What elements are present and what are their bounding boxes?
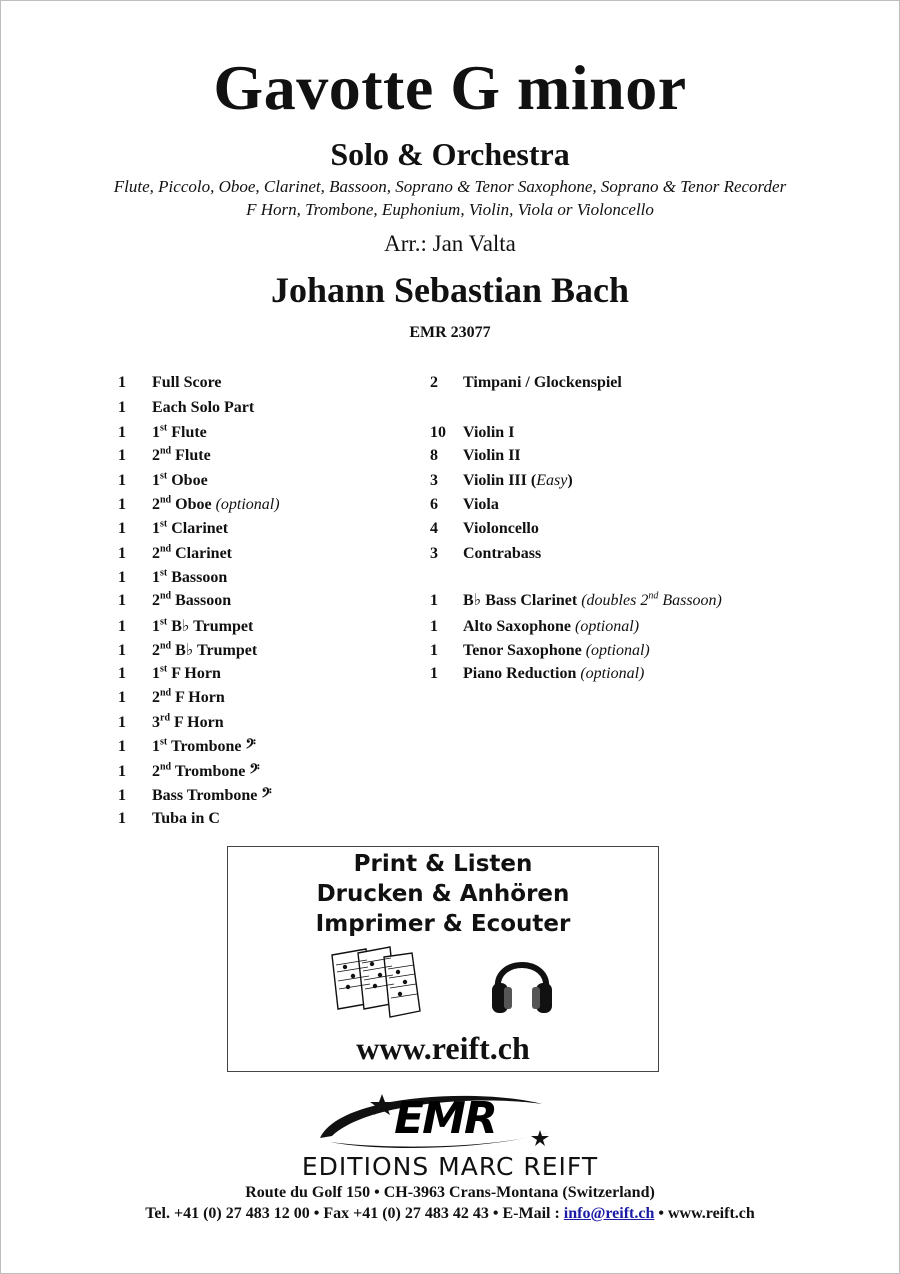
part-quantity: 1 — [430, 665, 438, 682]
part-note: (doubles 2 — [581, 592, 649, 609]
part-quantity: 1 — [118, 520, 126, 537]
part-ordinal-number: 2 — [152, 763, 160, 780]
part-ordinal-suffix: st — [160, 518, 168, 530]
part-quantity: 1 — [118, 399, 126, 416]
part-name — [463, 445, 521, 467]
part-label: Piano Reduction — [463, 665, 577, 682]
page-title: Gavotte G minor — [213, 52, 687, 123]
promo-line-2: Drucken & Anhören — [316, 881, 570, 907]
part-name — [152, 808, 220, 830]
part-quantity: 1 — [118, 714, 126, 731]
part-note: (optional) — [215, 496, 280, 513]
part-quantity: 1 — [430, 592, 438, 609]
part-name — [152, 590, 231, 612]
part-label: Full Score — [152, 374, 222, 391]
part-ordinal-number: 1 — [152, 520, 160, 537]
part-quantity: 1 — [118, 472, 126, 489]
part-label: Clarinet — [175, 545, 232, 562]
part-label: Violoncello — [463, 520, 539, 537]
part-label: Bassoon — [175, 592, 232, 609]
part-note-end: Bassoon) — [658, 592, 722, 609]
part-label: B♭ Bass Clarinet — [463, 592, 578, 609]
part-name — [152, 518, 228, 540]
part-quantity: 2 — [430, 374, 438, 391]
part-ordinal-suffix: st — [160, 663, 168, 675]
part-quantity: 1 — [118, 424, 126, 441]
part-label: Tenor Saxophone — [463, 642, 582, 659]
part-ordinal-number: 2 — [152, 545, 160, 562]
part-name — [152, 663, 221, 685]
part-ordinal-suffix: st — [160, 470, 168, 482]
part-name — [463, 640, 650, 662]
subtitle: Solo & Orchestra — [330, 136, 570, 172]
part-name — [463, 494, 499, 516]
part-quantity: 6 — [430, 496, 438, 513]
part-ordinal-suffix: st — [160, 616, 168, 628]
part-label: Alto Saxophone — [463, 618, 572, 635]
part-name — [463, 518, 539, 540]
part-label: Bass Trombone 𝄢 — [152, 787, 272, 804]
composer: Johann Sebastian Bach — [270, 270, 630, 310]
part-ordinal-number: 1 — [152, 569, 160, 586]
part-quantity: 3 — [430, 545, 438, 562]
part-name — [152, 422, 207, 444]
part-ordinal-number: 2 — [152, 447, 160, 464]
part-label: B♭ Trumpet — [175, 642, 258, 659]
part-quantity: 1 — [430, 618, 438, 635]
part-label: Each Solo Part — [152, 399, 255, 416]
part-quantity: 1 — [118, 545, 126, 562]
part-quantity: 1 — [118, 689, 126, 706]
part-label: Contrabass — [463, 545, 542, 562]
part-note-ordinal: nd — [648, 590, 659, 602]
part-quantity: 1 — [118, 618, 126, 635]
part-ordinal-number: 1 — [152, 618, 160, 635]
part-ordinal-number: 2 — [152, 592, 160, 609]
part-ordinal-suffix: nd — [160, 640, 172, 652]
part-label: F Horn — [175, 689, 225, 706]
address: Route du Golf 150 • CH-3963 Crans-Montana (Switzerland) — [245, 1184, 655, 1201]
part-quantity: 1 — [118, 810, 126, 827]
catalog-number: EMR 23077 — [409, 324, 491, 341]
part-label: F Horn — [174, 714, 224, 731]
part-quantity: 1 — [118, 787, 126, 804]
part-name — [152, 616, 253, 638]
part-quantity: 3 — [430, 472, 438, 489]
part-ordinal-number: 1 — [152, 738, 160, 755]
part-quantity: 1 — [118, 763, 126, 780]
part-note: (optional) — [575, 618, 640, 635]
publisher-name: EDITIONS MARC REIFT — [301, 1152, 599, 1181]
part-ordinal-suffix: nd — [160, 445, 172, 457]
part-ordinal-suffix: nd — [160, 590, 172, 602]
part-name — [152, 761, 260, 783]
part-name — [463, 470, 573, 492]
part-quantity: 4 — [430, 520, 438, 537]
part-ordinal-suffix: nd — [160, 687, 172, 699]
part-label: Flute — [171, 424, 207, 441]
part-ordinal-suffix: nd — [160, 761, 172, 773]
website-link[interactable]: www.reift.ch — [356, 1030, 530, 1066]
part-label: Trombone 𝄢 — [170, 738, 256, 755]
part-ordinal-number: 1 — [152, 472, 160, 489]
part-name — [152, 785, 272, 807]
part-name — [463, 590, 722, 612]
part-label: Oboe — [171, 472, 208, 489]
part-quantity: 1 — [430, 642, 438, 659]
part-ordinal-suffix: nd — [160, 543, 172, 555]
part-ordinal-suffix: rd — [160, 712, 170, 724]
part-note: (optional) — [585, 642, 650, 659]
part-name — [152, 470, 208, 492]
part-ordinal-number: 3 — [152, 714, 160, 731]
contact-line — [0, 1203, 900, 1225]
part-name — [463, 372, 622, 394]
part-name — [152, 687, 225, 709]
instruments-line-1: Flute, Piccolo, Oboe, Clarinet, Bassoon, Soprano & Tenor Saxophone, Soprano & Tenor Recorder — [113, 177, 787, 196]
part-label: Bassoon — [171, 569, 228, 586]
part-name — [463, 663, 644, 685]
part-name — [152, 494, 280, 516]
part-ordinal-number: 1 — [152, 424, 160, 441]
headphones-icon — [490, 943, 554, 1023]
part-label: Oboe — [175, 496, 212, 513]
part-ordinal-number: 1 — [152, 665, 160, 682]
part-ordinal-number: 2 — [152, 496, 160, 513]
part-name — [152, 397, 254, 419]
part-label: B♭ Trumpet — [171, 618, 254, 635]
contact-suffix: • www.reift.ch — [654, 1205, 755, 1222]
logo-text: EMR — [394, 1093, 496, 1144]
part-note: Easy — [536, 472, 568, 489]
part-label: Clarinet — [171, 520, 229, 537]
part-label: Flute — [175, 447, 211, 464]
part-label: Violin II — [463, 447, 521, 464]
arranger: Arr.: Jan Valta — [384, 231, 516, 256]
part-quantity: 1 — [118, 665, 126, 682]
part-name — [152, 567, 227, 589]
part-ordinal-suffix: nd — [160, 494, 172, 506]
part-quantity: 1 — [118, 642, 126, 659]
part-name — [152, 712, 224, 734]
instruments-line-2: F Horn, Trombone, Euphonium, Violin, Viola or Violoncello — [246, 200, 654, 219]
part-name — [152, 640, 257, 662]
part-name — [463, 422, 514, 444]
part-name — [152, 372, 221, 394]
part-quantity: 8 — [430, 447, 438, 464]
part-name — [463, 543, 541, 565]
part-name — [152, 445, 211, 467]
part-ordinal-number: 2 — [152, 689, 160, 706]
part-label: Tuba in C — [152, 810, 220, 827]
part-ordinal-suffix: st — [160, 422, 168, 434]
part-name — [463, 616, 639, 638]
part-quantity: 1 — [118, 374, 126, 391]
part-quantity: 1 — [118, 447, 126, 464]
email-link[interactable]: info@reift.ch — [563, 1205, 655, 1222]
promo-line-3: Imprimer & Ecouter — [315, 911, 571, 937]
contact-prefix: Tel. +41 (0) 27 483 12 00 • Fax +41 (0) 27 483 42 43 • E-Mail : — [145, 1205, 564, 1222]
sheet-music-icon — [328, 945, 423, 1020]
part-label: Violin III ( — [463, 472, 537, 489]
part-ordinal-number: 2 — [152, 642, 160, 659]
part-quantity: 1 — [118, 738, 126, 755]
part-quantity: 10 — [430, 424, 446, 441]
part-label: Violin I — [463, 424, 515, 441]
part-label: Timpani / Glockenspiel — [463, 374, 622, 391]
part-name — [152, 736, 256, 758]
part-note: (optional) — [580, 665, 645, 682]
part-quantity: 1 — [118, 592, 126, 609]
part-note-close: ) — [567, 472, 573, 489]
part-label: F Horn — [171, 665, 221, 682]
promo-line-1: Print & Listen — [353, 851, 533, 877]
part-label: Trombone 𝄢 — [174, 763, 260, 780]
part-name — [152, 543, 232, 565]
part-label: Viola — [463, 496, 499, 513]
print-listen-box — [227, 846, 659, 1072]
part-quantity: 1 — [118, 496, 126, 513]
part-ordinal-suffix: st — [160, 567, 168, 579]
part-quantity: 1 — [118, 569, 126, 586]
part-ordinal-suffix: st — [160, 736, 168, 748]
